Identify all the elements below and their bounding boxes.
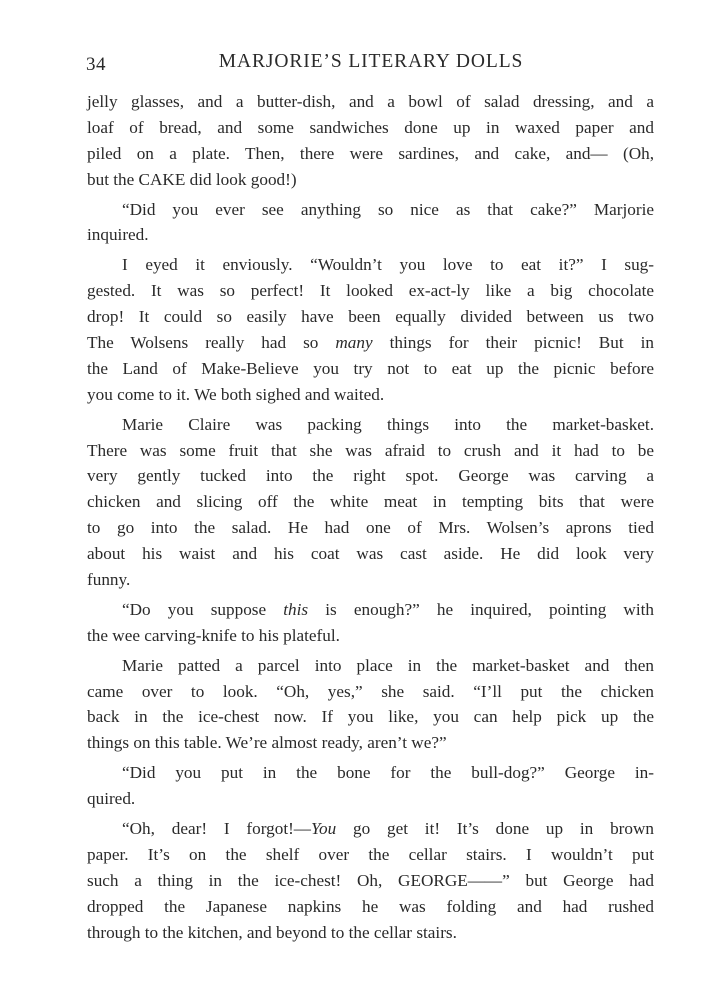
text-line: about his waist and his coat was cast aside. He did look very [87, 544, 654, 564]
text-line: Marie Claire was packing things into the market-basket. [122, 414, 654, 434]
text-line: I eyed it enviously. “Wouldn’t you love to eat it?” I sug- [122, 255, 654, 275]
text-line: to go into the salad. He had one of Mrs. Wolsen’s aprons tied [87, 518, 654, 538]
text-line: gested. It was so perfect! It looked ex-act-ly like a big chocolate [87, 281, 654, 301]
italic-word: You [311, 819, 337, 839]
text-line: The Wolsens really had so many things for their picnic! But in [87, 333, 654, 353]
text-line: piled on a plate. Then, there were sardines, and cake, and— (Oh, [87, 143, 654, 163]
text-line: “Oh, dear! I forgot!—You go get it! It’s done up in brown [122, 819, 654, 839]
text-line: “Did you put in the bone for the bull-dog?” George in- [122, 763, 654, 783]
running-title: MARJORIE’S LITERARY DOLLS [218, 51, 524, 72]
italic-word: this [283, 599, 309, 619]
text-line: very gently tucked into the right spot. George was carving a [87, 466, 654, 486]
paragraph [87, 760, 654, 812]
body-text [87, 89, 654, 946]
text-line: paper. It’s on the shelf over the cellar stairs. I wouldn’t put [87, 844, 654, 864]
paragraph [87, 412, 654, 593]
text-line: drop! It could so easily have been equally divided between us two [87, 307, 654, 327]
paragraph [87, 197, 654, 249]
italic-word: many [335, 333, 373, 353]
text-line: funny. [87, 570, 131, 590]
paragraph [87, 252, 654, 407]
text-line: dropped the Japanese napkins he was folding and had rushed [87, 896, 654, 916]
text-line: such a thing in the ice-chest! Oh, GEORGE——” but George had [87, 870, 654, 890]
text-line: but the CAKE did look good!) [87, 169, 297, 189]
paragraph [87, 653, 654, 757]
text-line: the Land of Make-Believe you try not to eat up the picnic before [87, 358, 654, 378]
text-line: the wee carving-knife to his plateful. [87, 625, 340, 645]
text-line: came over to look. “Oh, yes,” she said. “I’ll put the chicken [87, 681, 654, 701]
page-number: 34 [86, 54, 106, 75]
text-line: inquired. [87, 225, 149, 245]
page-header [86, 50, 656, 82]
text-line: “Did you ever see anything so nice as that cake?” Marjorie [122, 199, 654, 219]
text-line: jelly glasses, and a butter-dish, and a bowl of salad dressing, and a [87, 92, 654, 111]
text-line: back in the ice-chest now. If you like, you can help pick up the [87, 707, 654, 727]
paragraph [87, 597, 654, 649]
paragraph [87, 89, 654, 193]
text-line: quired. [87, 789, 136, 809]
text-line: through to the kitchen, and beyond to the cellar stairs. [87, 922, 457, 942]
text-line: loaf of bread, and some sandwiches done up in waxed paper and [87, 117, 654, 137]
text-line: “Do you suppose this is enough?” he inquired, pointing with [122, 599, 654, 619]
text-line: chicken and slicing off the white meat in tempting bits that were [87, 492, 654, 512]
text-line: There was some fruit that she was afraid to crush and it had to be [87, 440, 654, 460]
text-line: Marie patted a parcel into place in the market-basket and then [122, 655, 654, 675]
paragraph [87, 816, 654, 945]
text-line: you come to it. We both sighed and waited. [87, 384, 385, 404]
text-line: things on this table. We’re almost ready, aren’t we?” [87, 733, 447, 753]
